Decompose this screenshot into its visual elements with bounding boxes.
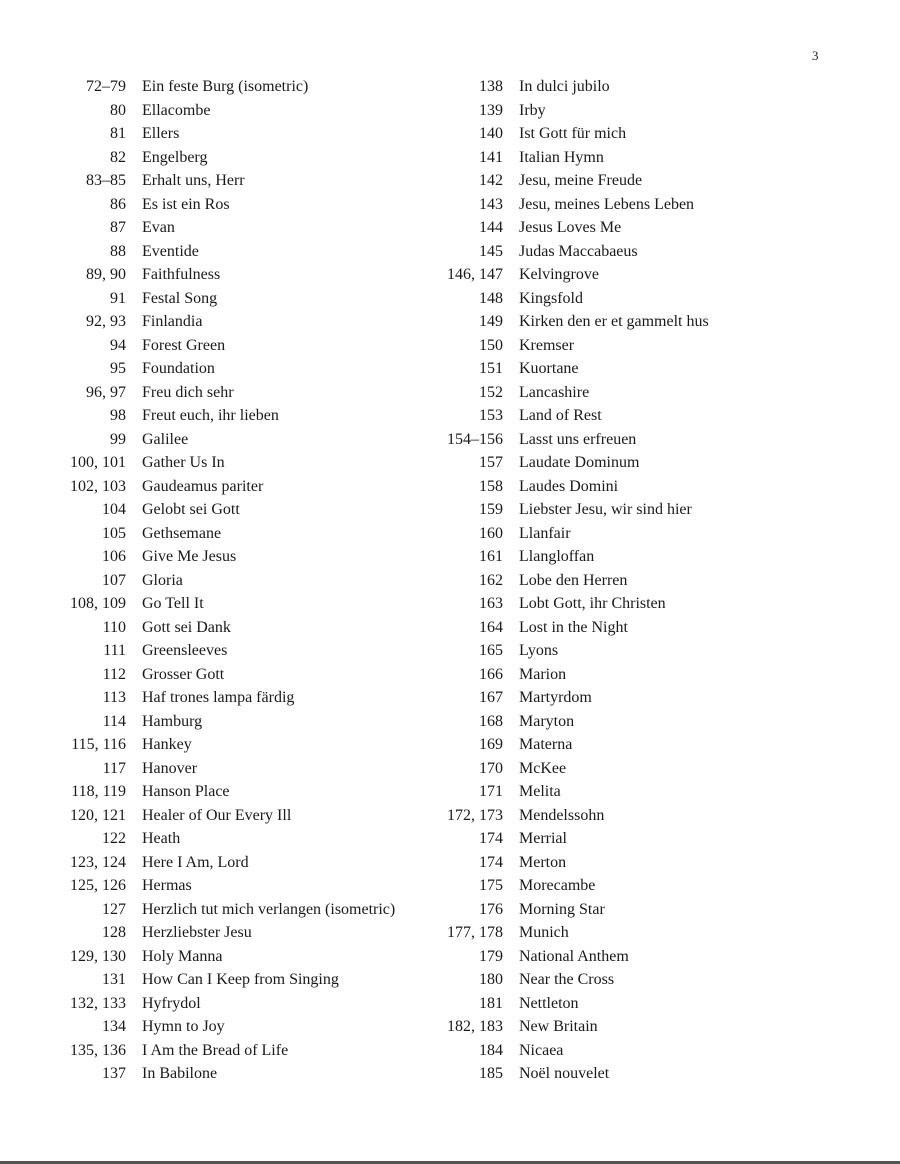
hymn-number: 80 — [110, 101, 126, 119]
index-entry — [437, 240, 709, 264]
hymn-number: 181 — [479, 994, 503, 1012]
hymn-number: 110 — [102, 618, 126, 636]
index-entry — [60, 75, 395, 99]
tune-name: Ellacombe — [142, 101, 211, 119]
index-entry — [437, 99, 709, 123]
index-entry — [437, 475, 709, 499]
tune-name: Forest Green — [142, 336, 226, 354]
index-entry — [60, 968, 395, 992]
index-entry — [437, 146, 709, 170]
index-entry — [437, 686, 709, 710]
tune-name: Morning Star — [519, 900, 605, 918]
index-entry — [437, 1015, 709, 1039]
index-entry — [437, 498, 709, 522]
hymn-number: 142 — [479, 172, 503, 189]
index-entry — [60, 216, 395, 240]
hymn-number: 129, 130 — [70, 947, 126, 965]
hymn-number: 153 — [479, 407, 503, 424]
index-entry — [437, 404, 709, 428]
hymn-number: 82 — [110, 148, 126, 166]
hymn-number: 164 — [479, 618, 503, 636]
index-entry — [437, 780, 709, 804]
index-entry — [60, 240, 395, 264]
hymn-number: 96, 97 — [86, 383, 126, 401]
tune-name: Heath — [142, 830, 181, 847]
index-entry — [60, 663, 395, 687]
tune-name: Evan — [142, 219, 175, 236]
hymn-number: 115, 116 — [71, 736, 126, 753]
hymn-number: 157 — [479, 454, 503, 471]
tune-name: In Babilone — [142, 1065, 218, 1082]
hymn-number: 168 — [479, 712, 503, 730]
tune-name: Laudate Dominum — [519, 454, 640, 471]
tune-name: Hymn to Joy — [142, 1018, 225, 1035]
tune-name: National Anthem — [519, 947, 629, 965]
tune-name: Kuortane — [519, 360, 579, 377]
index-entry — [60, 569, 395, 593]
index-entry — [60, 334, 395, 358]
hymn-number: 177, 178 — [447, 924, 503, 941]
index-entry — [60, 921, 395, 945]
index-entry — [60, 898, 395, 922]
hymn-number: 128 — [102, 924, 126, 941]
index-entry — [60, 733, 395, 757]
tune-name: Gather Us In — [142, 454, 225, 471]
hymn-number: 138 — [479, 78, 503, 95]
index-entry — [437, 663, 709, 687]
hymn-number: 86 — [110, 195, 126, 213]
tune-name: Martyrdom — [519, 689, 592, 706]
index-entry — [437, 710, 709, 734]
index-entry — [60, 1015, 395, 1039]
tune-name: Grosser Gott — [142, 665, 225, 683]
index-entry — [437, 428, 709, 452]
tune-name: Jesu, meine Freude — [519, 172, 643, 189]
index-entry — [60, 451, 395, 475]
index-entry — [437, 334, 709, 358]
tune-name: Es ist ein Ros — [142, 195, 230, 213]
tune-name: Judas Maccabaeus — [519, 242, 638, 260]
hymn-number: 174 — [479, 853, 503, 871]
tune-name: Go Tell It — [142, 595, 204, 612]
index-entry — [60, 381, 395, 405]
hymn-number: 169 — [479, 736, 503, 753]
tune-name: Munich — [519, 924, 569, 941]
tune-name: In dulci jubilo — [519, 78, 610, 95]
index-entry — [437, 874, 709, 898]
index-entry — [60, 404, 395, 428]
index-entry — [437, 193, 709, 217]
index-entry — [437, 898, 709, 922]
tune-name: Here I Am, Lord — [142, 853, 249, 871]
index-entry — [60, 757, 395, 781]
tune-name: Kremser — [519, 336, 575, 354]
tune-name: Noël nouvelet — [519, 1065, 610, 1082]
tune-name: Nettleton — [519, 994, 579, 1012]
hymn-number: 131 — [102, 971, 126, 988]
index-entry — [60, 357, 395, 381]
index-entry — [60, 827, 395, 851]
index-entry — [437, 639, 709, 663]
index-entry — [60, 639, 395, 663]
tune-name: Freut euch, ihr lieben — [142, 407, 279, 424]
tune-name: Hermas — [142, 877, 192, 894]
tune-name: McKee — [519, 759, 567, 777]
tune-name: Gelobt sei Gott — [142, 501, 240, 518]
hymn-number: 184 — [479, 1041, 503, 1059]
hymn-number: 89, 90 — [86, 266, 126, 283]
index-entry — [437, 381, 709, 405]
tune-name: Foundation — [142, 360, 215, 377]
index-entry — [437, 757, 709, 781]
index-entry — [437, 357, 709, 381]
index-entry — [60, 616, 395, 640]
tune-name: Hanson Place — [142, 783, 230, 800]
tune-name: Marion — [519, 665, 567, 683]
tune-name: Holy Manna — [142, 947, 223, 965]
index-entry — [60, 851, 395, 875]
index-entry — [437, 169, 709, 193]
tune-name: Llanfair — [519, 524, 571, 542]
index-entry — [437, 569, 709, 593]
hymn-number: 141 — [479, 148, 503, 166]
hymn-number: 91 — [110, 289, 126, 307]
hymn-number: 152 — [479, 383, 503, 401]
tune-name: I Am the Bread of Life — [142, 1041, 289, 1059]
tune-name: Ellers — [142, 125, 180, 142]
index-entry — [437, 733, 709, 757]
tune-name: Materna — [519, 736, 573, 753]
hymn-number: 114 — [102, 712, 126, 730]
hymn-number: 166 — [479, 665, 503, 683]
index-entry — [437, 75, 709, 99]
index-entry — [60, 310, 395, 334]
hymn-number: 107 — [102, 571, 126, 589]
index-entry — [437, 616, 709, 640]
index-entry — [437, 1039, 709, 1063]
tune-name: Land of Rest — [519, 407, 602, 424]
hymn-number: 87 — [110, 219, 126, 236]
hymn-number: 172, 173 — [447, 806, 503, 824]
hymn-number: 120, 121 — [70, 806, 126, 824]
tune-name: Healer of Our Every Ill — [142, 806, 292, 824]
tune-name: Laudes Domini — [519, 477, 619, 495]
hymn-number: 108, 109 — [70, 595, 126, 612]
hymn-number: 154–156 — [447, 430, 503, 448]
page-number: 3 — [812, 48, 819, 63]
hymn-number: 72–79 — [86, 78, 126, 95]
index-entry — [60, 710, 395, 734]
tune-name: Eventide — [142, 242, 199, 260]
index-entry — [60, 193, 395, 217]
index-entry — [437, 122, 709, 146]
hymn-number: 165 — [479, 642, 503, 659]
hymn-number: 149 — [479, 313, 503, 330]
index-entry — [60, 498, 395, 522]
index-entry — [60, 804, 395, 828]
tune-name: Lyons — [519, 642, 559, 659]
hymn-number: 132, 133 — [70, 994, 126, 1012]
hymn-number: 104 — [102, 501, 126, 518]
tune-name: Melita — [519, 783, 561, 800]
index-column-right — [437, 75, 709, 1086]
tune-name: Kirken den er et gammelt hus — [519, 313, 709, 330]
tune-name: Irby — [519, 101, 546, 119]
tune-name: Jesus Loves Me — [519, 219, 622, 236]
hymn-number: 146, 147 — [447, 266, 503, 283]
index-entry — [60, 428, 395, 452]
tune-name: Hyfrydol — [142, 994, 201, 1012]
hymn-number: 182, 183 — [447, 1018, 503, 1035]
hymn-number: 117 — [102, 759, 126, 777]
hymn-number: 123, 124 — [70, 853, 126, 871]
tune-name: Freu dich sehr — [142, 383, 234, 401]
index-entry — [60, 1039, 395, 1063]
hymn-number: 161 — [479, 548, 503, 565]
tune-name: Morecambe — [519, 877, 596, 894]
index-entry — [437, 968, 709, 992]
hymn-number: 105 — [102, 524, 126, 542]
index-entry — [437, 263, 709, 287]
hymn-number: 174 — [479, 830, 503, 847]
hymn-number: 170 — [479, 759, 503, 777]
hymn-number: 112 — [102, 665, 126, 683]
index-entry — [60, 945, 395, 969]
tune-name: Near the Cross — [519, 971, 615, 988]
tune-name: Lancashire — [519, 383, 590, 401]
tune-name: New Britain — [519, 1018, 598, 1035]
hymn-number: 151 — [479, 360, 503, 377]
hymn-number: 102, 103 — [70, 477, 126, 495]
hymn-number: 140 — [479, 125, 503, 142]
tune-name: Haf trones lampa färdig — [142, 689, 295, 706]
index-entry — [60, 874, 395, 898]
tune-name: Kelvingrove — [519, 266, 599, 283]
tune-name: Galilee — [142, 430, 189, 448]
hymn-number: 148 — [479, 289, 503, 307]
index-entry — [437, 1062, 709, 1086]
tune-name: Lobe den Herren — [519, 571, 628, 589]
index-entry — [60, 169, 395, 193]
tune-name: Faithfulness — [142, 266, 221, 283]
hymn-number: 144 — [479, 219, 503, 236]
hymn-number: 111 — [103, 642, 126, 659]
hymn-number: 100, 101 — [70, 454, 126, 471]
hymn-number: 158 — [479, 477, 503, 495]
index-entry — [60, 99, 395, 123]
hymn-number: 171 — [479, 783, 503, 800]
tune-name: Hanover — [142, 759, 198, 777]
index-entry — [60, 475, 395, 499]
index-entry — [437, 921, 709, 945]
tune-name: Ist Gott für mich — [519, 125, 627, 142]
hymn-number: 113 — [102, 689, 126, 706]
tune-name: Ein feste Burg (isometric) — [142, 78, 309, 95]
tune-name: Lost in the Night — [519, 618, 628, 636]
tune-name: Kingsfold — [519, 289, 583, 307]
hymn-number: 139 — [479, 101, 503, 119]
hymn-number: 95 — [110, 360, 126, 377]
tune-name: Engelberg — [142, 148, 208, 166]
index-entry — [437, 592, 709, 616]
index-entry — [437, 310, 709, 334]
index-entry — [60, 592, 395, 616]
index-entry — [60, 146, 395, 170]
hymn-number: 179 — [479, 947, 503, 965]
tune-name: Hankey — [142, 736, 192, 753]
tune-name: Maryton — [519, 712, 575, 730]
tune-name: Erhalt uns, Herr — [142, 172, 245, 189]
hymn-number: 160 — [479, 524, 503, 542]
hymn-number: 145 — [479, 242, 503, 260]
index-entry — [60, 263, 395, 287]
tune-name: Liebster Jesu, wir sind hier — [519, 501, 692, 518]
hymn-number: 175 — [479, 877, 503, 894]
tune-name: Finlandia — [142, 313, 203, 330]
index-entry — [60, 545, 395, 569]
tune-name: Merrial — [519, 830, 567, 847]
hymn-number: 167 — [479, 689, 503, 706]
tune-name: Merton — [519, 853, 567, 871]
index-entry — [60, 122, 395, 146]
tune-name: Hamburg — [142, 712, 203, 730]
tune-name: Give Me Jesus — [142, 548, 237, 565]
hymn-number: 150 — [479, 336, 503, 354]
tune-name: Herzlich tut mich verlangen (isometric) — [142, 900, 396, 918]
tune-name: Italian Hymn — [519, 148, 604, 166]
tune-name: Herzliebster Jesu — [142, 924, 252, 941]
tune-name: Gaudeamus pariter — [142, 477, 264, 495]
index-entry — [437, 992, 709, 1016]
hymn-number: 180 — [479, 971, 503, 988]
tune-name: Lobt Gott, ihr Christen — [519, 595, 666, 612]
hymn-number: 137 — [102, 1065, 126, 1082]
index-entry — [60, 686, 395, 710]
hymn-number: 83–85 — [86, 172, 126, 189]
index-entry — [437, 451, 709, 475]
index-entry — [437, 522, 709, 546]
hymn-number: 127 — [102, 900, 126, 918]
hymn-number: 118, 119 — [71, 783, 126, 800]
index-entry — [437, 945, 709, 969]
index-column-left — [60, 75, 395, 1086]
index-entry — [437, 827, 709, 851]
hymn-number: 92, 93 — [86, 313, 126, 330]
tune-name: Lasst uns erfreuen — [519, 430, 637, 448]
index-entry — [437, 216, 709, 240]
hymn-number: 159 — [479, 501, 503, 518]
tune-name: How Can I Keep from Singing — [142, 971, 339, 988]
hymn-number: 185 — [479, 1065, 503, 1082]
hymn-number: 135, 136 — [70, 1041, 126, 1059]
hymn-number: 125, 126 — [70, 877, 126, 894]
index-entry — [437, 545, 709, 569]
hymn-number: 163 — [479, 595, 503, 612]
tune-name: Mendelssohn — [519, 806, 605, 824]
tune-name: Gethsemane — [142, 524, 222, 542]
tune-name: Nicaea — [519, 1041, 564, 1059]
hymn-number: 106 — [102, 548, 126, 565]
hymn-number: 122 — [102, 830, 126, 847]
index-entry — [60, 1062, 395, 1086]
tune-name: Greensleeves — [142, 642, 228, 659]
tune-name: Jesu, meines Lebens Leben — [519, 195, 695, 213]
tune-name: Gott sei Dank — [142, 618, 231, 636]
hymn-number: 88 — [110, 242, 126, 260]
index-entry — [60, 780, 395, 804]
tune-name: Gloria — [142, 571, 183, 589]
hymn-number: 176 — [479, 900, 503, 918]
index-entry — [60, 287, 395, 311]
index-entry — [60, 992, 395, 1016]
hymn-number: 143 — [479, 195, 503, 213]
index-entry — [437, 804, 709, 828]
hymn-number: 162 — [479, 571, 503, 589]
index-entry — [437, 287, 709, 311]
hymn-number: 94 — [110, 336, 126, 354]
hymn-number: 99 — [110, 430, 126, 448]
tune-name: Llangloffan — [519, 548, 595, 565]
index-entry — [437, 851, 709, 875]
hymn-number: 134 — [102, 1018, 126, 1035]
tune-name: Festal Song — [142, 289, 218, 307]
index-entry — [60, 522, 395, 546]
hymn-number: 81 — [110, 125, 126, 142]
hymn-number: 98 — [110, 407, 126, 424]
